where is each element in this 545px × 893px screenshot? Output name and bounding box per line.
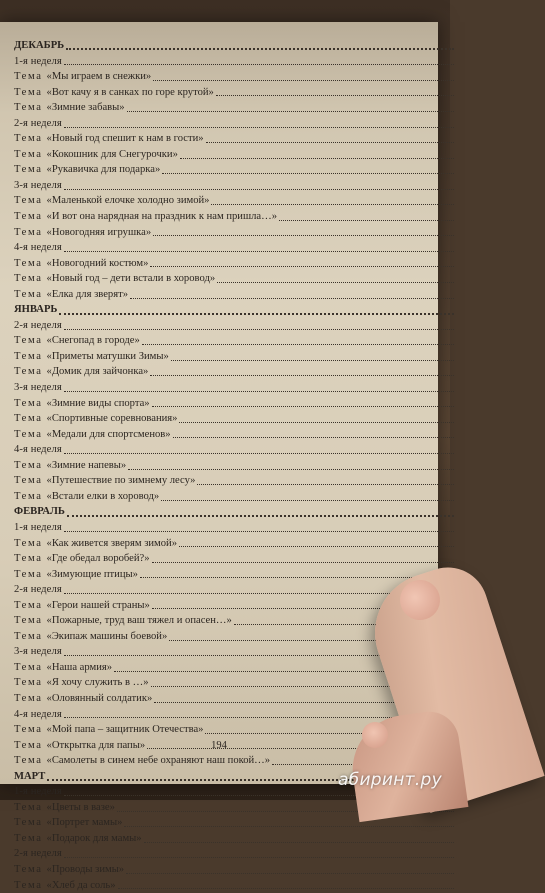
- toc-month-heading: [14, 38, 454, 54]
- toc-topic-text: [14, 100, 125, 116]
- toc-topic-title: «Новогодняя игрушка»: [46, 226, 152, 238]
- dot-leader: [59, 312, 454, 315]
- toc-week-label: [14, 520, 454, 536]
- dot-leader: [64, 328, 454, 330]
- dot-leader: [197, 483, 454, 485]
- toc-topic-title: «Самолеты в синем небе охраняют наш покой…»: [46, 755, 271, 767]
- dot-leader: [64, 452, 454, 454]
- toc-topic-entry: [14, 147, 454, 163]
- dot-leader: [64, 530, 454, 532]
- toc-topic-entry: [14, 256, 454, 272]
- toc-topic-prefix: Тема: [14, 133, 43, 145]
- toc-topic-title: «Цветы в вазе»: [46, 801, 115, 813]
- toc-topic-title: «Зимние напевы»: [46, 459, 127, 471]
- toc-topic-text: [14, 85, 214, 101]
- toc-topic-prefix: Тема: [14, 879, 43, 891]
- toc-topic-title: «Приметы матушки Зимы»: [46, 350, 169, 362]
- week-title: 2-я неделя: [14, 319, 62, 331]
- page-number: 194: [211, 740, 227, 751]
- week-title: 2-я неделя: [14, 584, 62, 596]
- toc-topic-text: [14, 473, 195, 489]
- month-title: ФЕВРАЛЬ: [14, 506, 65, 518]
- toc-topic-text: [14, 567, 138, 583]
- toc-topic-entry: [14, 349, 454, 365]
- toc-topic-text: [14, 396, 150, 412]
- toc-topic-text: [14, 271, 215, 287]
- toc-topic-prefix: Тема: [14, 211, 43, 223]
- toc-topic-text: [14, 256, 148, 272]
- toc-topic-prefix: Тема: [14, 257, 43, 269]
- toc-topic-text: [14, 536, 177, 552]
- dot-leader: [142, 343, 454, 345]
- dot-leader: [153, 234, 454, 236]
- toc-topic-entry: [14, 862, 454, 878]
- week-title: 1-я неделя: [14, 55, 62, 67]
- toc-topic-prefix: Тема: [14, 863, 43, 875]
- toc-topic-prefix: Тема: [14, 599, 43, 611]
- dot-leader: [130, 297, 454, 299]
- toc-topic-prefix: Тема: [14, 273, 43, 285]
- toc-topic-title: «Открытка для папы»: [46, 739, 146, 751]
- toc-topic-title: «Рукавичка для подарка»: [46, 164, 161, 176]
- toc-topic-text: [14, 800, 115, 816]
- dot-leader: [67, 514, 454, 517]
- dot-leader: [179, 545, 454, 547]
- toc-topic-title: «Новый год спешит к нам в гости»: [46, 133, 204, 145]
- toc-topic-entry: [14, 411, 454, 427]
- toc-topic-prefix: Тема: [14, 71, 43, 83]
- dot-leader: [279, 219, 454, 221]
- toc-topic-text: [14, 193, 209, 209]
- month-title: ДЕКАБРЬ: [14, 40, 65, 51]
- toc-topic-prefix: Тема: [14, 568, 43, 580]
- toc-topic-title: «Путешествие по зимнему лесу»: [46, 475, 196, 487]
- toc-topic-entry: [14, 193, 454, 209]
- toc-topic-text: [14, 831, 142, 847]
- dot-leader: [64, 126, 454, 128]
- dot-leader: [64, 188, 454, 190]
- toc-topic-prefix: Тема: [14, 226, 43, 238]
- dot-leader: [66, 47, 454, 50]
- toc-topic-prefix: Тема: [14, 817, 43, 829]
- month-title: МАРТ: [14, 770, 46, 782]
- week-title: 2-я неделя: [14, 117, 62, 129]
- toc-topic-title: «Герои нашей страны»: [46, 599, 150, 611]
- dot-leader: [64, 250, 454, 252]
- toc-topic-title: «Портрет мамы»: [46, 817, 123, 829]
- toc-topic-prefix: Тема: [14, 164, 43, 176]
- dot-leader: [162, 172, 454, 174]
- dot-leader: [152, 405, 454, 407]
- toc-topic-prefix: Тема: [14, 366, 43, 378]
- toc-topic-text: [14, 458, 126, 474]
- toc-topic-entry: [14, 162, 454, 178]
- toc-topic-title: «Хлеб да соль»: [46, 879, 116, 891]
- dot-leader: [126, 872, 454, 874]
- toc-topic-prefix: Тема: [14, 459, 43, 471]
- week-title: 3-я неделя: [14, 382, 62, 394]
- month-title: ЯНВАРЬ: [14, 304, 58, 316]
- toc-topic-prefix: Тема: [14, 195, 43, 207]
- week-title: 1-я неделя: [14, 521, 62, 533]
- toc-topic-title: «Елка для зверят»: [46, 288, 129, 300]
- week-title: 1-я неделя: [14, 786, 62, 798]
- toc-topic-title: «Где обедал воробей?»: [46, 553, 150, 565]
- dot-leader: [161, 499, 454, 501]
- toc-topic-prefix: Тема: [14, 755, 43, 767]
- toc-topic-text: [14, 489, 159, 505]
- toc-topic-entry: [14, 691, 454, 707]
- toc-topic-entry: [14, 427, 454, 443]
- toc-topic-text: [14, 551, 150, 567]
- dot-leader: [140, 576, 454, 578]
- toc-topic-title: «Снегопад в городе»: [46, 335, 140, 347]
- dot-leader: [171, 359, 454, 361]
- thumb-nail: [362, 722, 388, 748]
- toc-topic-entry: [14, 878, 454, 893]
- toc-topic-title: «Пожарные, труд ваш тяжел и опасен…»: [46, 615, 232, 627]
- toc-topic-text: [14, 333, 140, 349]
- dot-leader: [128, 468, 454, 470]
- toc-topic-text: [14, 162, 160, 178]
- toc-topic-text: [14, 411, 177, 427]
- toc-topic-prefix: Тема: [14, 724, 43, 736]
- toc-topic-prefix: Тема: [14, 335, 43, 347]
- week-title: 4-я неделя: [14, 242, 62, 254]
- toc-topic-text: [14, 131, 204, 147]
- toc-topic-title: «Проводы зимы»: [46, 863, 125, 875]
- toc-topic-entry: [14, 489, 454, 505]
- dot-leader: [64, 856, 454, 858]
- toc-topic-prefix: Тема: [14, 288, 43, 300]
- toc-topic-prefix: Тема: [14, 102, 43, 114]
- toc-topic-title: «Мы играем в снежки»: [46, 71, 152, 83]
- toc-topic-text: [14, 675, 149, 691]
- watermark: абиринт.ру: [337, 770, 442, 790]
- toc-topic-entry: [14, 396, 454, 412]
- toc-topic-prefix: Тема: [14, 537, 43, 549]
- toc-topic-text: [14, 878, 116, 893]
- toc-topic-entry: [14, 458, 454, 474]
- toc-week-label: [14, 54, 454, 70]
- toc-week-label: [14, 318, 454, 334]
- toc-topic-text: [14, 691, 152, 707]
- week-title: 3-я неделя: [14, 646, 62, 658]
- toc-week-label: [14, 442, 454, 458]
- dot-leader: [64, 390, 454, 392]
- toc-topic-entry: [14, 364, 454, 380]
- toc-topic-text: [14, 722, 203, 738]
- toc-topic-prefix: Тема: [14, 677, 43, 689]
- toc-topic-text: [14, 69, 151, 85]
- toc-month-heading: [14, 302, 454, 318]
- toc-topic-prefix: Тема: [14, 350, 43, 362]
- toc-topic-entry: [14, 271, 454, 287]
- toc-topic-title: «Мой папа – защитник Отечества»: [46, 724, 204, 736]
- toc-topic-title: «Подарок для мамы»: [46, 832, 142, 844]
- dot-leader: [64, 63, 454, 65]
- toc-topic-entry: [14, 100, 454, 116]
- toc-topic-text: [14, 349, 169, 365]
- toc-topic-title: «Как живется зверям зимой»: [46, 537, 178, 549]
- toc-topic-title: «Встали елки в хоровод»: [46, 490, 160, 502]
- toc-topic-prefix: Тема: [14, 490, 43, 502]
- book-page: [0, 22, 438, 891]
- toc-topic-entry: [14, 536, 454, 552]
- week-title: 4-я неделя: [14, 708, 62, 720]
- toc-topic-title: «Домик для зайчонка»: [46, 366, 149, 378]
- dot-leader: [180, 157, 454, 159]
- toc-topic-title: «Кокошник для Снегурочки»: [46, 148, 178, 160]
- toc-topic-prefix: Тема: [14, 615, 43, 627]
- toc-topic-title: «Зимующие птицы»: [46, 568, 138, 580]
- dot-leader: [211, 203, 454, 205]
- toc-topic-prefix: Тема: [14, 397, 43, 409]
- toc-topic-text: [14, 815, 122, 831]
- dot-leader: [216, 94, 454, 96]
- toc-topic-text: [14, 660, 112, 676]
- toc-topic-title: «Зимние забавы»: [46, 102, 125, 114]
- week-title: 4-я неделя: [14, 444, 62, 456]
- toc-topic-entry: [14, 85, 454, 101]
- toc-topic-text: [14, 225, 151, 241]
- toc-topic-text: [14, 209, 277, 225]
- week-title: 2-я неделя: [14, 848, 62, 860]
- toc-topic-text: [14, 753, 270, 769]
- toc-topic-prefix: Тема: [14, 801, 43, 813]
- dot-leader: [124, 825, 454, 827]
- toc-topic-title: «Оловянный солдатик»: [46, 692, 153, 704]
- toc-topic-title: «Наша армия»: [46, 661, 113, 673]
- toc-topic-title: «Новогодний костюм»: [46, 257, 149, 269]
- toc-topic-title: «Экипаж машины боевой»: [46, 630, 168, 642]
- dot-leader: [152, 561, 454, 563]
- toc-topic-entry: [14, 287, 454, 303]
- toc-topic-prefix: Тема: [14, 630, 43, 642]
- week-title: 3-я неделя: [14, 179, 62, 191]
- dot-leader: [150, 265, 454, 267]
- toc-topic-prefix: Тема: [14, 661, 43, 673]
- toc-topic-entry: [14, 333, 454, 349]
- dot-leader: [173, 436, 454, 438]
- toc-week-label: [14, 846, 454, 862]
- toc-week-label: [14, 116, 454, 132]
- toc-topic-entry: [14, 225, 454, 241]
- toc-topic-title: «Новый год – дети встали в хоровод»: [46, 273, 216, 285]
- dot-leader: [118, 887, 454, 889]
- toc-topic-title: «Медали для спортсменов»: [46, 428, 171, 440]
- toc-topic-prefix: Тема: [14, 86, 43, 98]
- toc-topic-entry: [14, 831, 454, 847]
- toc-topic-entry: [14, 131, 454, 147]
- dot-leader: [217, 281, 454, 283]
- toc-topic-title: «Я хочу служить в …»: [46, 677, 149, 689]
- dot-leader: [179, 421, 454, 423]
- toc-topic-text: [14, 613, 232, 629]
- toc-topic-text: [14, 287, 128, 303]
- toc-topic-prefix: Тема: [14, 413, 43, 425]
- toc-topic-title: «Вот качу я в санках по горе крутой»: [46, 86, 214, 98]
- toc-week-label: [14, 380, 454, 396]
- toc-topic-text: [14, 147, 178, 163]
- toc-topic-entry: [14, 69, 454, 85]
- toc-topic-entry: [14, 567, 454, 583]
- toc-week-label: [14, 178, 454, 194]
- toc-topic-text: [14, 598, 150, 614]
- toc-topic-title: «Спортивные соревнования»: [46, 413, 178, 425]
- dot-leader: [144, 841, 454, 843]
- toc-topic-entry: [14, 551, 454, 567]
- toc-topic-prefix: Тема: [14, 692, 43, 704]
- dot-leader: [127, 110, 454, 112]
- toc-topic-text: [14, 862, 124, 878]
- toc-topic-title: «И вот она нарядная на праздник к нам пришла…»: [46, 211, 278, 223]
- toc-topic-entry: [14, 209, 454, 225]
- toc-topic-title: «Зимние виды спорта»: [46, 397, 150, 409]
- toc-topic-entry: [14, 473, 454, 489]
- toc-topic-prefix: Тема: [14, 739, 43, 751]
- toc-topic-text: [14, 427, 171, 443]
- toc-topic-text: [14, 364, 148, 380]
- toc-week-label: [14, 240, 454, 256]
- toc-topic-title: «Маленькой елочке холодно зимой»: [46, 195, 210, 207]
- toc-topic-prefix: Тема: [14, 475, 43, 487]
- dot-leader: [206, 141, 454, 143]
- toc-topic-prefix: Тема: [14, 148, 43, 160]
- toc-topic-prefix: Тема: [14, 428, 43, 440]
- toc-topic-text: [14, 629, 167, 645]
- toc-topic-prefix: Тема: [14, 832, 43, 844]
- dot-leader: [153, 79, 454, 81]
- dot-leader: [150, 374, 454, 376]
- toc-month-heading: [14, 504, 454, 520]
- toc-topic-prefix: Тема: [14, 553, 43, 565]
